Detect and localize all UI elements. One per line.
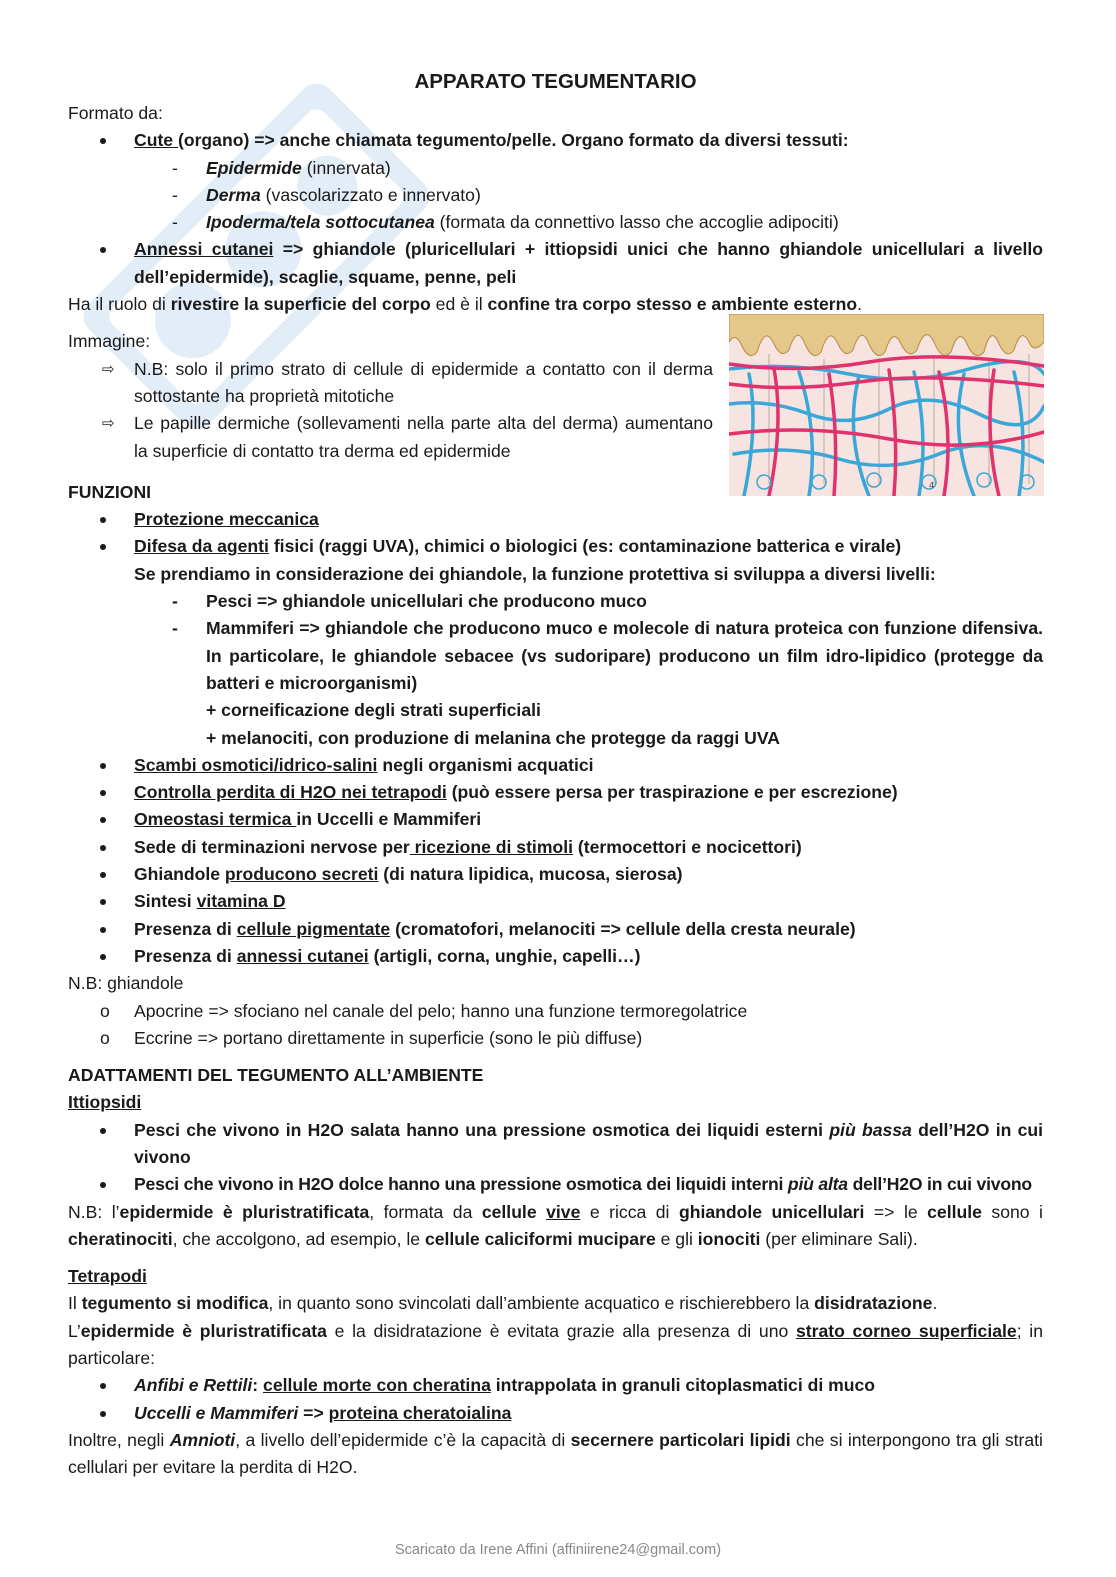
list-item: - Pesci => ghiandole unicellulari che producono muco <box>172 591 647 612</box>
list-item: Scambi osmotici/idrico-salini negli organismi acquatici <box>68 752 1043 779</box>
list-item: Presenza di cellule pigmentate (cromatofori, melanociti => cellule della cresta neurale) <box>68 916 1043 943</box>
list-item: Pesci che vivono in H2O salata hanno una pressione osmotica dei liquidi esterni più bassa dell’H2O in cui vivono <box>68 1117 1043 1172</box>
list-item: Controlla perdita di H2O nei tetrapodi (può essere persa per traspirazione e per escrezione) <box>68 779 1043 806</box>
figure-number: 4 <box>929 481 935 491</box>
ittiopsidi-heading: Ittiopsidi <box>68 1092 142 1113</box>
list-item: Cute (organo) => anche chiamata tegumento/pelle. Organo formato da diversi tessuti: <box>68 127 1043 154</box>
document-page <box>68 66 1043 1482</box>
funzioni-list <box>68 506 1043 970</box>
list-item: Presenza di annessi cutanei (artigli, corna, unghie, capelli…) <box>68 943 1043 970</box>
list-item: o Eccrine => portano direttamente in superficie (sono le più diffuse) <box>100 1027 643 1048</box>
list-item: o Apocrine => sfociano nel canale del pelo; hanno una funzione termoregolatrice <box>100 1000 748 1021</box>
list-item: - Ipoderma/tela sottocutanea (formata da connettivo lasso che accoglie adipociti) <box>172 212 839 233</box>
page-title: APPARATO TEGUMENTARIO <box>414 70 697 93</box>
ruolo-line: Ha il ruolo di rivestire la superficie del corpo ed è il confine tra corpo stesso e ambiente esterno. <box>68 294 862 315</box>
layers-list <box>68 155 1043 237</box>
list-item: - Mammiferi => ghiandole che producono muco e molecole di natura proteica con funzione difensiva. In particolare, le ghiandole sebacee (vs sudoripare) producono un film idro-lipidico (protegge da batteri e microorganismi) + corneificazione degli strati superficiali + melanociti, con produzione di melanina che protegge da raggi UVA <box>172 618 1043 748</box>
immagine-notes <box>68 356 713 465</box>
ittiopsidi-list <box>68 1117 1043 1199</box>
list-item: Pesci che vivono in H2O dolce hanno una pressione osmotica dei liquidi interni più alta dell’H2O in cui vivono <box>68 1171 1043 1198</box>
download-footer: Scaricato da Irene Affini (affiniirene24@gmail.com) <box>394 1542 722 1558</box>
tetrapodi-line-1: Il tegumento si modifica, in quanto sono svincolati dall’ambiente acquatico e rischierebbero la disidratazione. <box>68 1293 938 1314</box>
list-item: Sede di terminazioni nervose per ricezione di stimoli (termocettori e nocicettori) <box>68 834 1043 861</box>
nb-ghiandole-label: N.B: ghiandole <box>68 973 184 994</box>
tetrapodi-line-2: L’epidermide è pluristratificata e la disidratazione è evitata grazie alla presenza di uno strato corneo superficiale; in particolare: <box>68 1320 1043 1369</box>
image-section <box>68 328 1043 491</box>
formato-list <box>68 127 1043 154</box>
nb-ghiandole-list <box>68 998 1043 1053</box>
arrow-icon: ⇨ <box>102 360 115 378</box>
list-item: - Derma (vascolarizzato e innervato) <box>172 184 481 205</box>
list-item: ⇨ Le papille dermiche (sollevamenti nella parte alta del derma) aumentano la superficie di contatto tra derma ed epidermide <box>68 410 713 465</box>
list-item: ⇨ N.B: solo il primo strato di cellule di epidermide a contatto con il derma sottostante ha proprietà mitotiche <box>68 356 713 411</box>
list-item: Anfibi e Rettili: cellule morte con cheratina intrappolata in granuli citoplasmatici di muco <box>68 1372 1043 1399</box>
nb-epidermide: N.B: l’epidermide è pluristratificata, formata da cellule vive e ricca di ghiandole unicellulari => le cellule sono i cheratinociti, che accolgono, ad esempio, le cellule caliciformi mucipare e gli ionociti (per eliminare Sali). <box>68 1201 1043 1249</box>
immagine-label: Immagine: <box>68 331 151 352</box>
list-item: Difesa da agenti fisici (raggi UVA), chimici o biologici (es: contaminazione batterica e virale) Se prendiamo in considerazione dei ghiandole, la funzione protettiva si sviluppa a diversi livelli: - Pesci => ghiandole unicellulari che producono muco - Mammiferi => ghiandole che producono muco e molecole di natura proteica con funzione difensiva. In particolare, le ghiandole sebacee (vs sudoripare) producono un film idro-lipidico (protegge da batteri e microorganismi) + corneificazione degli strati superficiali + melanociti, con produzione di melanina che protegge da raggi UVA <box>68 533 1043 751</box>
list-item: Uccelli e Mammiferi => proteina cheratoialina <box>68 1400 1043 1427</box>
arrow-icon: ⇨ <box>102 415 115 433</box>
adattamenti-heading: ADATTAMENTI DEL TEGUMENTO ALL’AMBIENTE <box>68 1065 484 1086</box>
intro-line: Formato da: <box>68 103 163 123</box>
list-item: Protezione meccanica <box>68 506 1043 533</box>
list-item: Ghiandole producono secreti (di natura lipidica, mucosa, sierosa) <box>68 861 1043 888</box>
amnioti-line: Inoltre, negli Amnioti, a livello dell’epidermide c’è la capacità di secernere particolari lipidi che si interpongono tra gli strati cellulari per evitare la perdita di H2O. <box>68 1429 1043 1478</box>
skin-vasculature-figure <box>729 314 1044 496</box>
tetrapodi-heading: Tetrapodi <box>68 1266 147 1287</box>
list-item: Annessi cutanei => ghiandole (pluricellulari + ittiopsidi unici che hanno ghiandole unicellulari a livello dell’epidermide), scaglie, squame, penne, peli <box>68 236 1043 291</box>
funzioni-heading: FUNZIONI <box>68 481 152 502</box>
tetrapodi-list <box>68 1372 1043 1427</box>
list-item: - Epidermide (innervata) <box>172 157 391 178</box>
list-item: Omeostasi termica in Uccelli e Mammiferi <box>68 806 1043 833</box>
list-item: Sintesi vitamina D <box>68 888 1043 915</box>
